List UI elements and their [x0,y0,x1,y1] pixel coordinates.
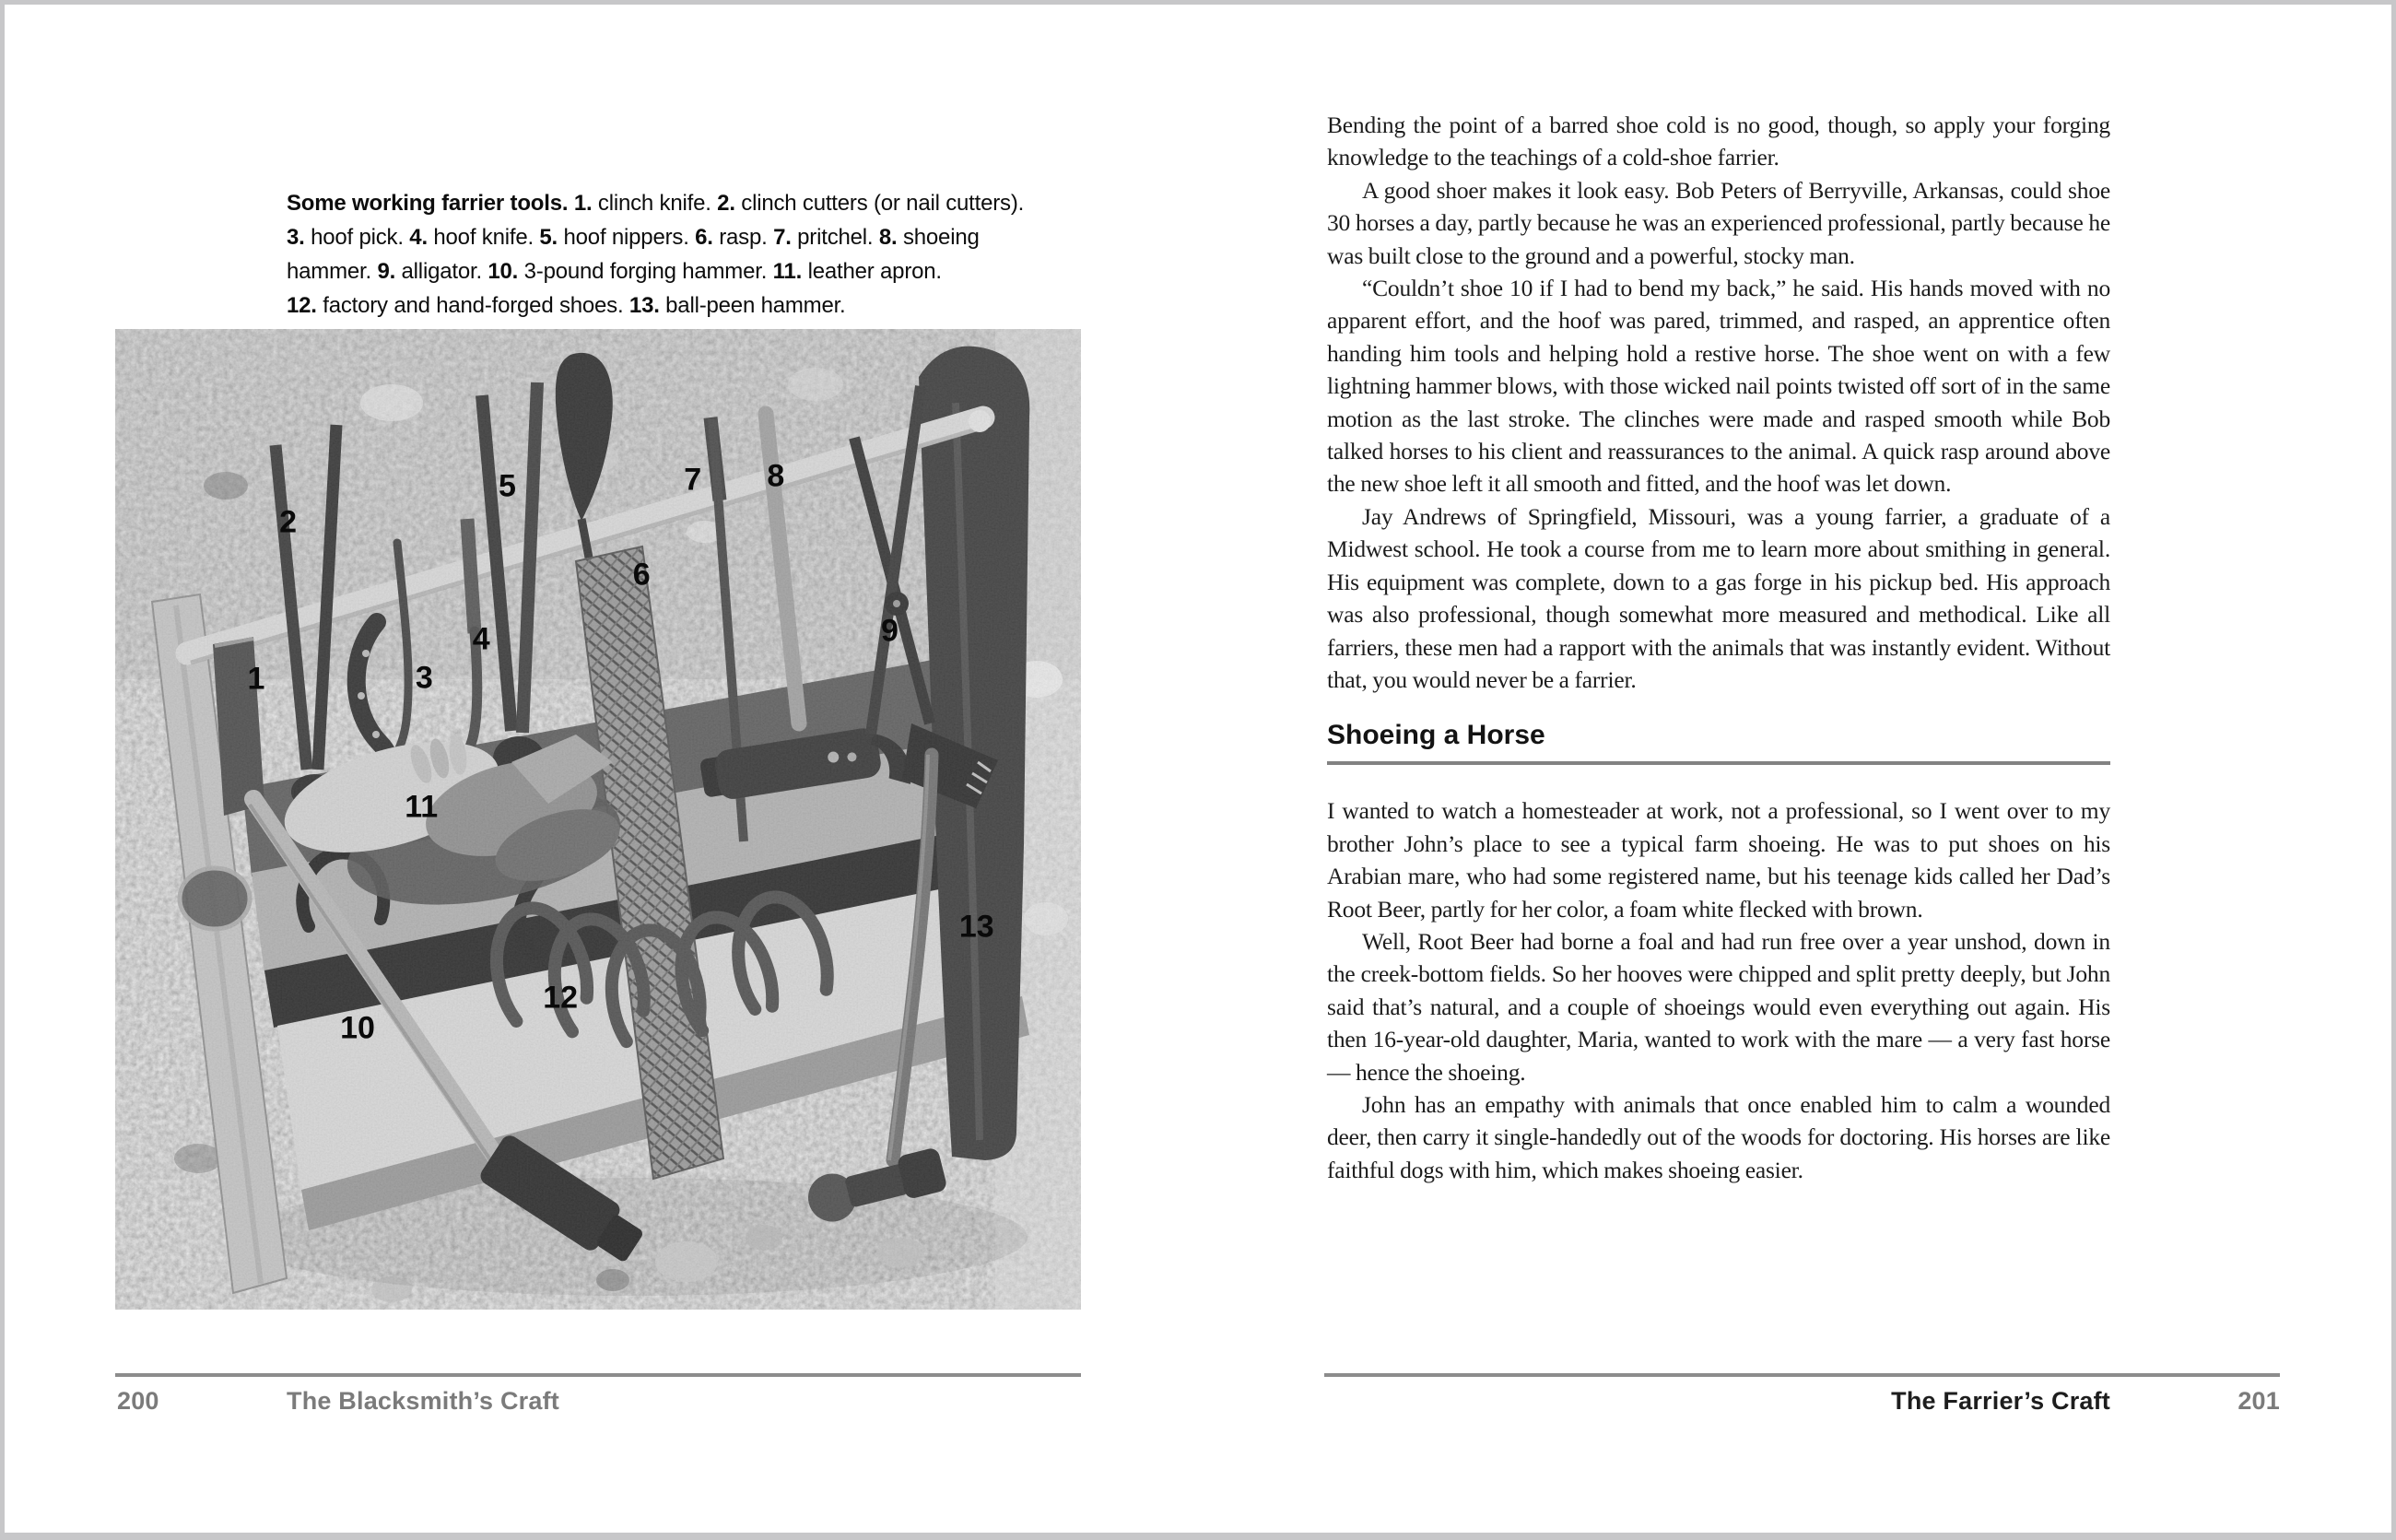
photo-number-label: 3 [415,660,433,696]
running-title-right: The Farrier’s Craft [1891,1387,2110,1415]
caption-bold-segment: Some working farrier tools. [287,191,569,216]
photo-number-label: 2 [279,504,298,540]
photo-number-label: 12 [543,980,579,1016]
caption-segment: pritchel. [791,225,879,250]
caption-segment: factory and hand-forged shoes. [316,293,629,318]
photo-number-label: 6 [632,557,651,593]
caption-segment: leather apron. [802,259,942,284]
caption-bold-segment: 9. [377,259,396,284]
caption-segment: alligator. [395,259,488,284]
caption-bold-segment: 3. [287,225,305,250]
caption-bold-segment: 11. [772,259,803,284]
paragraph: John has an empathy with animals that once enabled him to calm a wounded deer, then carry it single-handedly out of the woods for doctoring. His horses are like faithful dogs with him, which makes shoeing easier. [1327,1090,2110,1183]
paragraph: Bending the point of a barred shoe cold is no good, though, so apply your forging knowledge to the teachings of a cold-shoe farrier. [1327,112,2110,171]
caption-bold-segment: 13. [628,293,660,318]
caption-bold-segment: 4. [409,225,428,250]
paragraph: Jay Andrews of Springfield, Missouri, was a young farrier, a graduate of a Midwest school. He took a course from me to learn more about smithing in general. His equipment was complete, down to a gas forge in his pickup bed. His approach was also professional, though somewhat more measured and methodical. Like all farriers, these men had a rapport with the animals that was instantly evident. Without that, you would never be a farrier. [1327,502,2110,693]
footer-rule-left [115,1373,1081,1377]
photo-number-label: 13 [958,909,994,945]
section-heading: Shoeing a Horse [1327,720,2110,765]
caption-segment: ball-peen hammer. [659,293,846,318]
caption-bold-segment: 2. [717,191,735,216]
photo-number-label: 11 [405,789,439,825]
paragraph: Well, Root Beer had borne a foal and had run free over a year unshod, down in the creek-bottom fields. So her hooves were chipped and split pretty deeply, but John said that’s natural, and a couple of shoeings would even everything out again. His then 16-year-old daughter, Maria, wanted to work with the mare — a very fast horse — hence the shoeing. [1327,927,2110,1086]
caption-bold-segment: 1. [573,191,593,216]
paragraph: A good shoer makes it look easy. Bob Peters of Berryville, Arkansas, could shoe 30 horses a day, partly because he was an experienced professional, partly because he was built close to the ground and a powerful, stocky man. [1327,176,2110,269]
caption-bold-segment: 6. [695,225,713,250]
caption-segment: hoof nippers. [558,225,696,250]
caption-bold-segment: 5. [539,225,558,250]
footer-rule-right [1324,1373,2280,1377]
caption-segment: shoeing [897,225,980,250]
paragraph: I wanted to watch a homesteader at work, not a professional, so I went over to my brother John’s place to see a typical farm shoeing. He was to put shoes on his Arabian mare, who had some registered name, but his teenage kids called her Dad’s Root Beer, partly for her color, a foam white flecked with brown. [1327,797,2110,923]
photo-number-label: 4 [472,621,490,657]
caption-segment: 3-pound forging hammer. [518,259,773,284]
running-title-left: The Blacksmith’s Craft [287,1387,559,1415]
photo-caption [287,186,1101,323]
caption-segment: clinch knife. [592,191,718,216]
photo-labels [115,329,1081,1310]
photo-number-label: 1 [247,661,265,697]
article-column [1327,109,2110,1186]
paragraph: “Couldn’t shoe 10 if I had to bend my back,” he said. His hands moved with no apparent effort, and the hoof was pared, trimmed, and rasped, an apprentice often handing him tools and helping hold a restive horse. The shoe went on with a few lightning hammer blows, with those wicked nail points twisted off sort of in the same motion as the last stroke. The clinches were made and rasped smooth while Bob talked horses to his client and reassurances to the animal. A quick rasp around above the new shoe left it all smooth and fitted, and the hoof was let down. [1327,275,2110,498]
photo-number-label: 9 [881,613,898,649]
photo-number-label: 8 [767,458,785,494]
caption-segment: clinch cutters (or nail cutters). [734,191,1025,216]
photo-number-label: 5 [499,468,516,504]
photo-number-label: 10 [340,1010,375,1046]
farrier-tools-photo [115,329,1081,1310]
caption-bold-segment: 12. [287,293,317,318]
caption-segment: hammer. [287,259,378,284]
caption-bold-segment: 8. [878,225,898,250]
photo-number-label: 7 [684,462,702,498]
caption-segment: rasp. [712,225,774,250]
page-number-right: 201 [2237,1387,2280,1415]
page-number-left: 200 [117,1387,159,1415]
caption-bold-segment: 10. [487,259,519,284]
caption-bold-segment: 7. [773,225,792,250]
caption-segment: hoof knife. [427,225,540,250]
caption-segment: hoof pick. [304,225,410,250]
